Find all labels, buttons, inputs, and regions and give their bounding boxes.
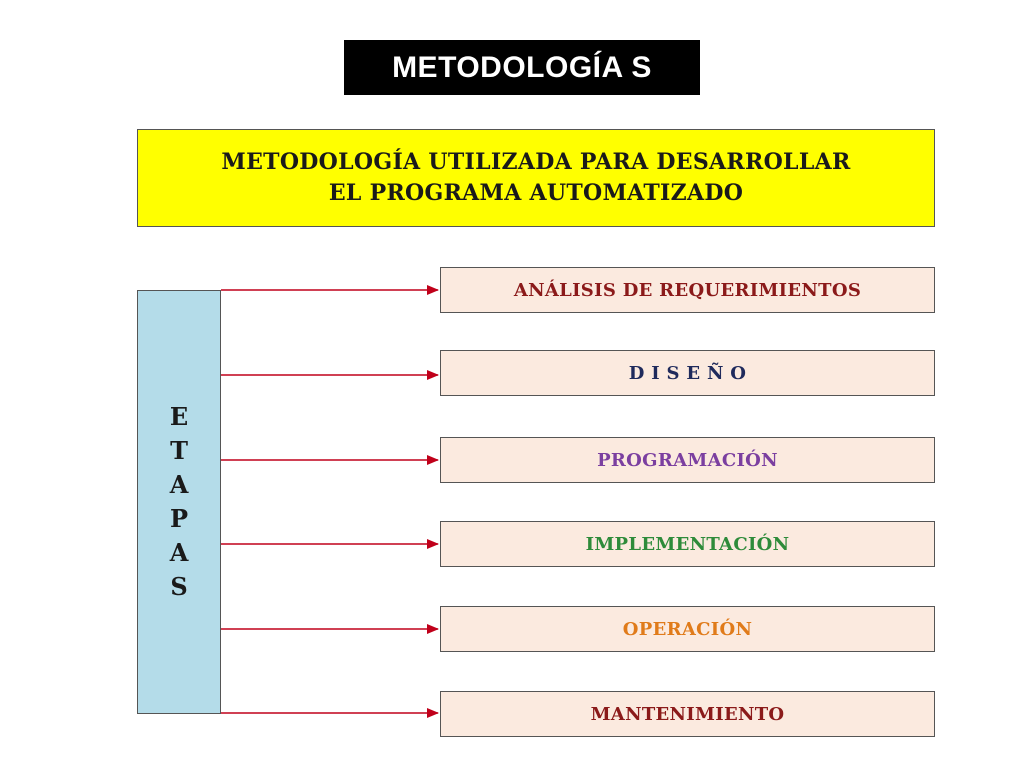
stages-letter: S bbox=[170, 572, 188, 601]
stage-label: D I S E Ñ O bbox=[628, 362, 747, 384]
stage-label: IMPLEMENTACIÓN bbox=[585, 533, 790, 555]
slide-title: METODOLOGÍA S bbox=[344, 40, 700, 95]
stages-bar bbox=[137, 290, 221, 714]
stage-box-programacion bbox=[440, 437, 935, 483]
stage-box-operacion bbox=[440, 606, 935, 652]
stages-letter: A bbox=[169, 538, 189, 567]
stage-box-analisis bbox=[440, 267, 935, 313]
heading-line-2: EL PROGRAMA AUTOMATIZADO bbox=[328, 180, 744, 206]
stage-box-implementacion bbox=[440, 521, 935, 567]
stages-letter: P bbox=[169, 504, 189, 533]
stage-label: MANTENIMIENTO bbox=[590, 703, 785, 725]
methodology-heading-box bbox=[137, 129, 935, 227]
stage-box-mantenimiento bbox=[440, 691, 935, 737]
stages-vertical-label bbox=[170, 400, 189, 604]
heading-line-1: METODOLOGÍA UTILIZADA PARA DESARROLLAR bbox=[221, 149, 851, 175]
stage-label: PROGRAMACIÓN bbox=[597, 449, 778, 471]
stages-letter: E bbox=[169, 402, 189, 431]
stages-letter: T bbox=[170, 436, 188, 465]
stage-label: ANÁLISIS DE REQUERIMIENTOS bbox=[513, 279, 862, 301]
stages-letter: A bbox=[169, 470, 189, 499]
stage-box-diseno bbox=[440, 350, 935, 396]
stage-label: OPERACIÓN bbox=[622, 618, 753, 640]
